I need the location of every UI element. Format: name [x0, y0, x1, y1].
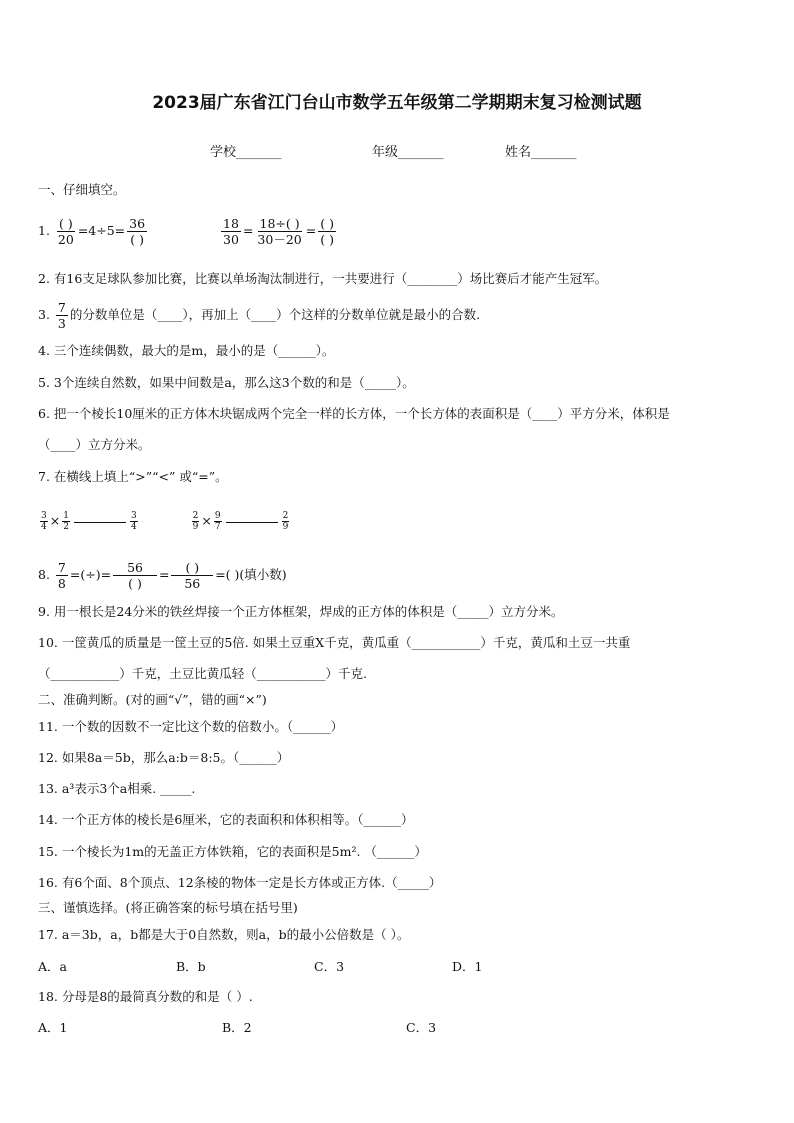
denominator: ( ) [128, 576, 142, 591]
numerator: 56 [113, 560, 157, 576]
question-11: 11. 一个数的因数不一定比这个数的倍数小。（______） [38, 719, 344, 734]
numerator: 36 [129, 216, 146, 231]
numerator: ( ) [59, 216, 73, 231]
denominator: 56 [184, 576, 201, 591]
question-number: 1. [38, 223, 50, 238]
name-field: 姓名_______ [505, 145, 577, 160]
question-2: 2. 有16支足球队参加比赛，比赛以单场淘汰制进行，一共要进行（________）场比赛后才能产生冠军。 [38, 271, 608, 286]
denominator: 8 [57, 576, 66, 591]
fraction [192, 511, 200, 532]
question-13: 13. a³表示3个a相乘. _____. [38, 781, 196, 796]
denominator: 9 [192, 522, 199, 532]
question-number: 3. [38, 307, 50, 322]
numerator: 1 [63, 511, 69, 521]
fraction [56, 216, 76, 247]
times-sign: × [49, 513, 61, 528]
question-17: 17. a＝3b，a，b都是大于0自然数，则a，b的最小公倍数是（ ）。 [38, 927, 410, 942]
question-15: 15. 一个棱长为1m的无盖正方体铁箱，它的表面积是5m². （______） [38, 844, 427, 859]
question-7: 7. 在横线上填上“>”“<” 或“=”。 [38, 469, 228, 484]
numerator: 7 [57, 560, 66, 575]
equation-text: =4÷5= [77, 223, 126, 238]
answer-line [74, 521, 126, 523]
expression-2 [190, 511, 292, 532]
grade-field: 年级_______ [372, 145, 444, 160]
denominator: ( ) [320, 232, 334, 247]
option-a[interactable]: A．a [38, 959, 67, 974]
option-b[interactable]: B．2 [222, 1020, 252, 1035]
option-a[interactable]: A．1 [38, 1020, 68, 1035]
question-10-line-2: （___________）千克，土豆比黄瓜轻（___________）千克. [38, 666, 367, 681]
fraction [113, 560, 157, 591]
question-10-line-1: 10. 一筐黄瓜的质量是一筐土豆的5倍. 如果土豆重X千克，黄瓜重（___________）千克，黄瓜和土豆一共重 [38, 635, 631, 650]
denominator: 30－20 [257, 232, 302, 247]
question-7-expressions [38, 508, 291, 534]
numerator: 3 [130, 511, 137, 521]
fraction [56, 300, 68, 331]
page-title: 2023届广东省江门台山市数学五年级第二学期期末复习检测试题 [152, 93, 642, 113]
question-5: 5. 3个连续自然数，如果中间数是a，那么这3个数的和是（_____）。 [38, 375, 415, 390]
numerator: 9 [214, 511, 221, 521]
denominator: 2 [63, 522, 69, 532]
question-6-line-1: 6. 把一个棱长10厘米的正方体木块锯成两个完全一样的长方体，一个长方体的表面积是（____）平方分米，体积是 [38, 406, 670, 421]
numerator: 7 [57, 300, 66, 315]
denominator: 3 [57, 316, 66, 331]
fraction [282, 511, 290, 532]
denominator: 4 [41, 522, 47, 532]
question-8 [38, 557, 287, 593]
school-field: 学校_______ [210, 145, 282, 160]
fraction [127, 216, 147, 247]
fraction [62, 511, 70, 532]
fraction [255, 216, 303, 247]
equals-sign: = [242, 223, 254, 238]
question-18: 18. 分母是8的最简真分数的和是（ ）. [38, 989, 253, 1004]
question-3 [38, 300, 480, 331]
answer-line [226, 521, 278, 523]
fraction [40, 511, 48, 532]
equals-sign: = [305, 223, 317, 238]
fraction [214, 511, 222, 532]
denominator: 20 [57, 232, 74, 247]
question-text: 的分数单位是（____），再加上（____）个这样的分数单位就是最小的合数. [69, 307, 481, 322]
question-1 [38, 214, 338, 248]
option-d[interactable]: D．1 [452, 959, 483, 974]
denominator: 9 [282, 522, 289, 532]
question-6-line-2: （____）立方分米。 [38, 437, 151, 452]
equation-text: =(÷)= [69, 567, 112, 582]
question-9: 9. 用一根长是24分米的铁丝焊接一个正方体框架，焊成的正方体的体积是（_____）立方分米。 [38, 604, 564, 619]
numerator: ( ) [320, 216, 334, 231]
question-14: 14. 一个正方体的棱长是6厘米，它的表面积和体积相等。（______） [38, 812, 414, 827]
numerator: 3 [41, 511, 47, 521]
fraction [318, 216, 336, 247]
fraction [221, 216, 241, 247]
numerator: 2 [192, 511, 199, 521]
numerator: 2 [282, 511, 289, 521]
question-12: 12. 如果8a＝5b，那么a:b＝8:5。（______） [38, 750, 290, 765]
question-16: 16. 有6个面、8个顶点、12条棱的物体一定是长方体或正方体.（_____） [38, 875, 442, 890]
section-heading-multiple-choice: 三、谨慎选择。(将正确答案的标号填在括号里) [38, 900, 298, 915]
option-c[interactable]: C．3 [314, 959, 345, 974]
denominator: 7 [214, 522, 221, 532]
option-b[interactable]: B．b [176, 959, 206, 974]
equals-sign: = [158, 567, 170, 582]
fraction [130, 511, 138, 532]
denominator: 4 [130, 522, 137, 532]
section-heading-true-false: 二、准确判断。(对的画“√”，错的画“×”) [38, 692, 267, 707]
denominator: 30 [223, 232, 239, 247]
option-c[interactable]: C．3 [406, 1020, 437, 1035]
fraction [171, 560, 213, 591]
numerator: ( ) [171, 560, 213, 576]
section-heading-fill-in: 一、仔细填空。 [38, 182, 126, 197]
times-sign: × [201, 513, 212, 528]
numerator: 18 [223, 216, 239, 231]
numerator: 18÷( ) [259, 216, 300, 231]
expression-1 [38, 511, 144, 532]
fraction [56, 560, 68, 591]
question-number: 8. [38, 567, 50, 582]
equation-text: =( )(填小数) [215, 567, 287, 582]
denominator: ( ) [130, 232, 144, 247]
question-4: 4. 三个连续偶数，最大的是m，最小的是（______）。 [38, 343, 335, 358]
